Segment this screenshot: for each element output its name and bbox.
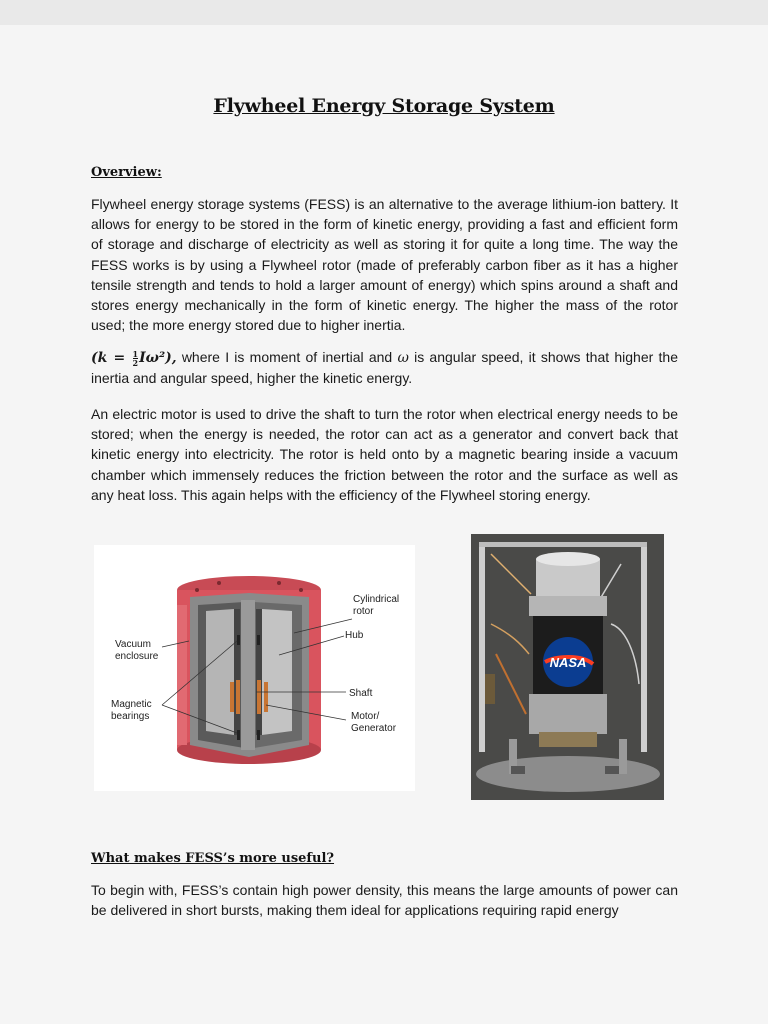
label-vacuum: Vacuum bbox=[115, 639, 151, 650]
kinetic-energy-equation: (k = $\frac{1}{2}$ Iω²), bbox=[91, 348, 177, 368]
equation-paragraph: (k = $\frac{1}{2}$ Iω²), where I is moment of inertial and ω is angular speed, it shows that higher the inertia and angular speed, higher the kinetic energy. bbox=[91, 348, 678, 387]
flywheel-cutaway-diagram bbox=[94, 545, 415, 791]
label-magnetic: Magnetic bbox=[111, 699, 152, 710]
overview-heading: Overview: bbox=[91, 165, 162, 180]
label-shaft: Shaft bbox=[349, 688, 373, 699]
label-motor: Motor/ bbox=[351, 711, 380, 722]
nasa-logo-text: NASA bbox=[549, 655, 587, 670]
label-hub: Hub bbox=[345, 630, 364, 641]
label-generator: Generator bbox=[351, 723, 397, 734]
label-cylindrical: Cylindrical bbox=[353, 594, 400, 605]
useful-paragraph-1: To begin with, FESS’s contain high power density, this means the large amounts of power can be delivered in short bursts, making them ideal for applications requiring rapid energy bbox=[91, 882, 678, 919]
label-rotor: rotor bbox=[353, 606, 374, 617]
label-enclosure: enclosure bbox=[115, 651, 159, 662]
overview-paragraph-1: Flywheel energy storage systems (FESS) is an alternative to the average lithium-ion battery. It allows for energy to be stored in the form of kinetic energy, providing a fast and efficient form of storage and discharge of electricity as well as storing it for quite a long time. The way the FESS works is by using a Flywheel rotor (made of preferably carbon fiber as it has a higher tensile strength and tends to hold a larger amount of energy) which spins around a shaft and stores energy mechanically in the form of kinetic energy. The higher the mass of the rotor used; the more energy stored due to higher inertia. bbox=[91, 196, 678, 334]
overview-paragraph-3: An electric motor is used to drive the shaft to turn the rotor when electrical energy needs to be stored; when the energy is needed, the rotor can act as a generator and convert back that kinetic energy into electricity. The rotor is held onto by a magnetic bearing inside a vacuum chamber which immensely reduces the friction between the rotor and the surface as well as any heat loss. This again helps with the efficiency of the Flywheel storing energy. bbox=[91, 406, 678, 503]
document-page bbox=[0, 25, 768, 1024]
document-title: Flywheel Energy Storage System bbox=[213, 95, 555, 117]
useful-heading: What makes FESS’s more useful? bbox=[91, 851, 335, 866]
label-bearings: bearings bbox=[111, 711, 150, 722]
nasa-flywheel-photo bbox=[471, 534, 664, 800]
